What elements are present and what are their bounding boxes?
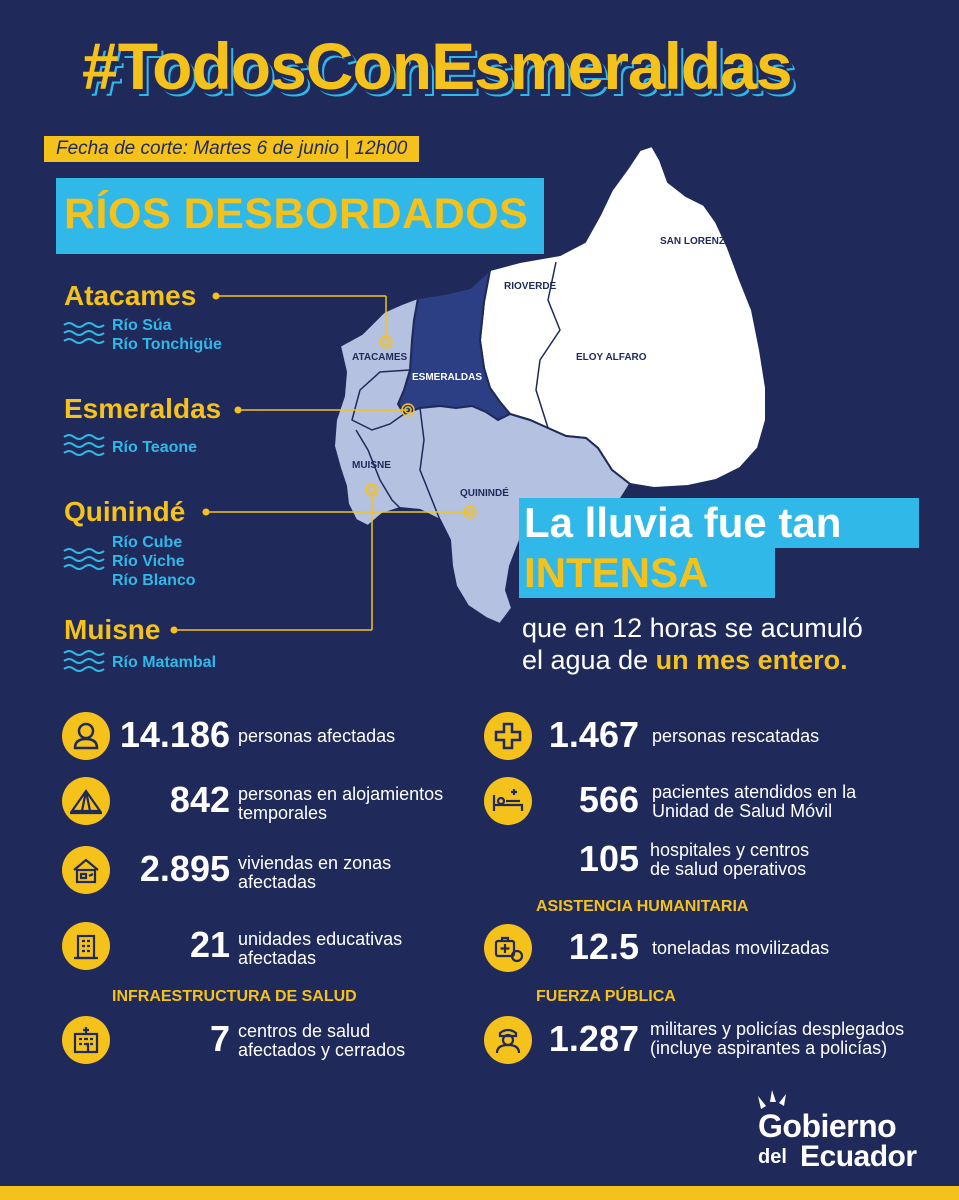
stat-label: personas afectadas [238,726,396,746]
lead-line-4: el agua de un mes entero. [522,645,848,675]
waves-icon [62,648,106,674]
stat-label: hospitales y centros de salud operativos [650,840,810,879]
stat-label: centros de salud afectados y cerrados [238,1021,406,1060]
school-building-icon [62,922,110,970]
stat-label: personas rescatadas [652,726,820,746]
rivers-esmeraldas [112,438,197,457]
cutoff-date: Fecha de corte: Martes 6 de junio | 12h00 [44,136,419,162]
stat-value: 12.5 [568,926,639,967]
river-name: Río Tonchigüe [112,336,222,353]
callout-dot [213,293,220,300]
officer-icon [484,1016,532,1064]
stat-value: 105 [578,838,639,879]
rivers-atacames [112,316,222,354]
stat-label: personas en alojamientos temporales [238,784,444,823]
map-label-quininde: QUININDÉ [460,488,509,499]
stat-value: 14.186 [119,714,230,755]
stat-label: toneladas movilizadas [652,938,830,958]
map-label-atacames: ATACAMES [352,352,408,363]
waves-icon [62,546,106,572]
waves-icon [62,432,106,458]
stat-value: 21 [189,924,230,965]
lead-body [522,612,863,676]
lead-line-2: INTENSA [524,549,709,596]
stat-value: 1.287 [548,1018,639,1059]
town-atacames: Atacames [64,280,197,311]
map-label-esmeraldas: ESMERALDAS [412,372,483,383]
logo-text-gobierno: Gobierno [758,1108,897,1144]
damaged-house-icon [62,846,110,894]
town-muisne: Muisne [64,614,161,645]
stat-label: pacientes atendidos en la Unidad de Salud Móvil [652,782,857,821]
tent-icon [62,777,110,825]
logo-text-ecuador: Ecuador [800,1140,917,1173]
stat-value: 7 [209,1018,230,1059]
river-name: Río Teaone [112,439,198,456]
river-name: Río Blanco [112,572,196,589]
person-icon [62,712,110,760]
hashtag-title: #TodosConEsmeraldas [82,29,792,103]
callout-dot [171,627,178,634]
section-heading-force: FUERZA PÚBLICA [536,988,676,1005]
waves-icon [62,320,106,346]
stat-label: militares y policías desplegados (incluye aspirantes a policías) [650,1019,905,1058]
lead-line-3: que en 12 horas se acumuló [522,613,863,643]
river-name: Río Matambal [112,654,217,671]
river-name: Río Súa [112,317,172,334]
town-quininde: Quinindé [64,496,186,527]
town-esmeraldas: Esmeraldas [64,393,222,424]
logo-text-del: del [758,1146,787,1168]
bottom-bar [0,1186,959,1200]
aid-kit-icon [484,924,532,972]
stat-value: 2.895 [139,848,230,889]
medical-cross-icon [484,712,532,760]
stat-label: unidades educativas afectadas [238,929,403,968]
map-label-eloy-alfaro: ELOY ALFARO [576,352,647,363]
rivers-muisne [112,653,216,672]
map-label-san-lorenzo: SAN LORENZO [660,236,733,247]
stat-value: 842 [169,779,230,820]
section-heading-infra: INFRAESTRUCTURA DE SALUD [112,988,357,1005]
map-label-rioverde: RIOVERDE [504,281,557,292]
river-name: Río Cube [112,534,183,551]
callout-dot [235,407,242,414]
rivers-quininde [112,533,196,590]
stat-label: viviendas en zonas afectadas [238,853,392,892]
lead-highlight: un mes entero. [655,645,848,675]
hospital-bed-icon [484,777,532,825]
lead-line-1: La lluvia fue tan [524,499,842,546]
section-heading-humanitarian: ASISTENCIA HUMANITARIA [536,898,749,915]
stat-value: 566 [578,779,639,820]
hospital-icon [62,1016,110,1064]
map-label-muisne: MUISNE [352,460,391,471]
section-title: RÍOS DESBORDADOS [64,190,529,238]
river-name: Río Viche [112,553,185,570]
callout-dot [203,509,210,516]
stat-value: 1.467 [548,714,639,755]
